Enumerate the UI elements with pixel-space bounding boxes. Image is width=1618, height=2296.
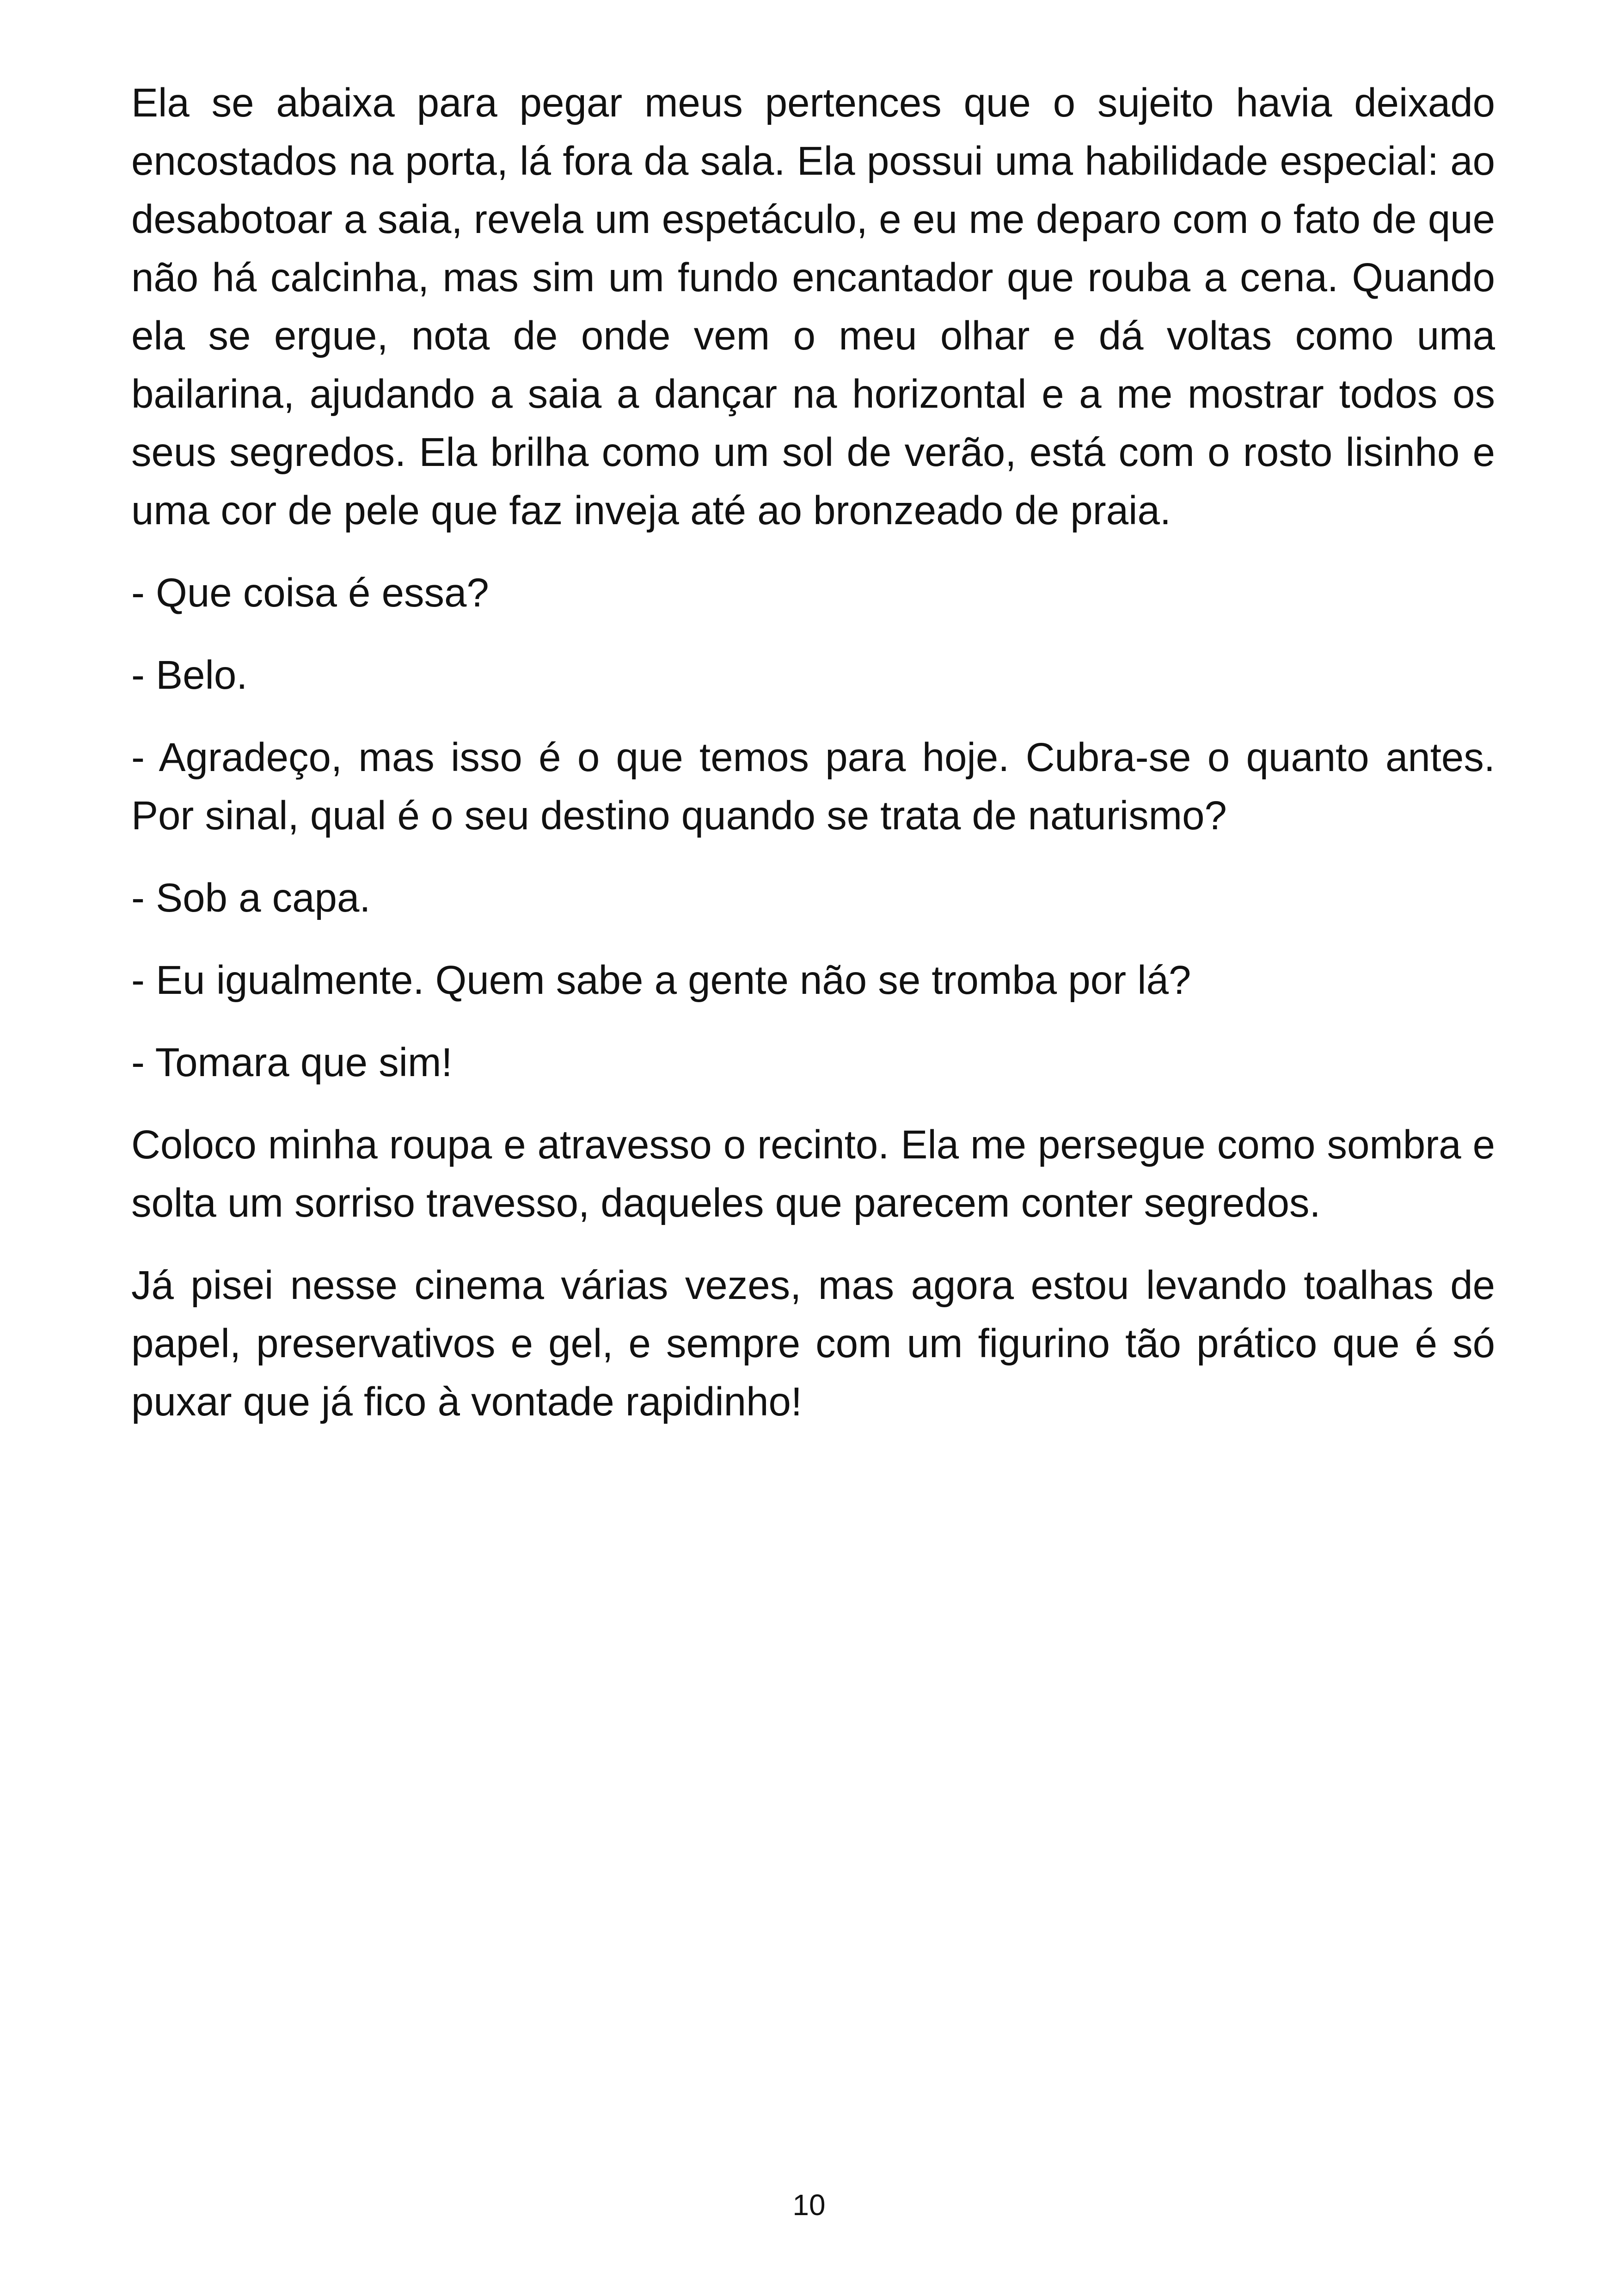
dialogue-line-4: - Sob a capa.	[131, 876, 371, 920]
paragraph-narrative-2: Coloco minha roupa e atravesso o recinto. Ela me persegue como sombra e solta um sorriso travesso, daqueles que parecem conter segredos.	[131, 1122, 1495, 1225]
paragraph-narrative-1: Ela se abaixa para pegar meus pertences que o sujeito havia deixado encostados na porta, lá fora da sala. Ela possui uma habilidade especial: ao desabotoar a saia, revela um espetáculo, e eu me deparo com o fato de que não há calcinha, mas sim um fundo encantador que rouba a cena. Quando ela se ergue, nota de onde vem o meu olhar e dá voltas como uma bailarina, ajudando a saia a dançar na horizontal e a me mostrar todos os seus segredos. Ela brilha como um sol de verão, está com o rosto lisinho e uma cor de pele que faz inveja até ao bronzeado de praia.	[131, 80, 1495, 533]
dialogue-line-2: - Belo.	[131, 653, 248, 698]
page-number: 10	[792, 2188, 826, 2222]
body-text	[131, 74, 1495, 1455]
paragraph-narrative-3: Já pisei nesse cinema várias vezes, mas agora estou levando toalhas de papel, preservativos e gel, e sempre com um figurino tão prático que é só puxar que já fico à vontade rapidinho!	[131, 1263, 1495, 1424]
dialogue-line-6: - Tomara que sim!	[131, 1040, 453, 1085]
dialogue-line-3: - Agradeço, mas isso é o que temos para hoje. Cubra-se o quanto antes. Por sinal, qual é o seu destino quando se trata de naturismo?	[131, 735, 1495, 838]
dialogue-line-5: - Eu igualmente. Quem sabe a gente não se tromba por lá?	[131, 958, 1191, 1003]
dialogue-line-1: - Que coisa é essa?	[131, 570, 489, 615]
